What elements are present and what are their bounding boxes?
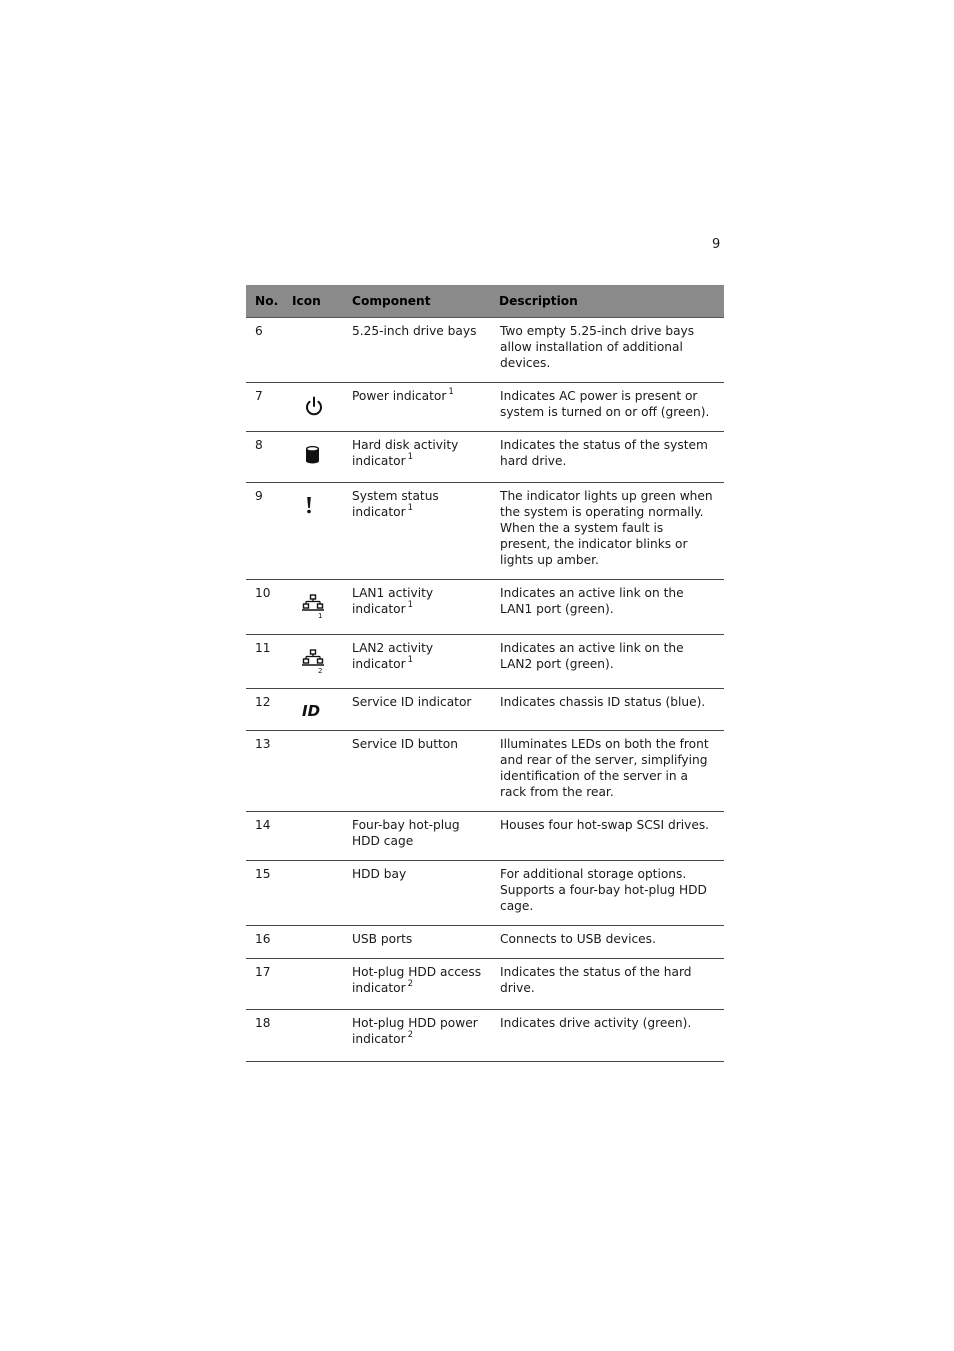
icon-cell (288, 959, 343, 1010)
row-number: 9 (255, 489, 263, 503)
component-name (343, 580, 491, 635)
component-description: Houses four hot-swap SCSI drives. (500, 818, 710, 832)
component-label: Hard disk activity indicator (352, 438, 459, 468)
footnote-marker: 1 (407, 502, 414, 513)
row-number: 15 (255, 867, 271, 881)
table-row (246, 318, 724, 383)
table-row (246, 812, 724, 861)
component-description: Indicates AC power is present or system is turned on or off (green). (500, 389, 710, 419)
component-description: The indicator lights up green when the system is operating normally. When the a system fault is present, the indicator blinks or lights up amber. (500, 489, 713, 567)
component-name: HDD bay (352, 867, 407, 881)
component-label: LAN1 activity indicator (352, 586, 434, 616)
table-row (246, 1010, 724, 1062)
component-name: 5.25-inch drive bays (352, 324, 477, 338)
component-label: Hot-plug HDD access indicator (352, 965, 482, 995)
lan2-icon-number: 2 (318, 667, 323, 675)
component-name (343, 959, 491, 1010)
header-description: Description (491, 285, 724, 318)
component-name (343, 483, 491, 580)
component-name (343, 635, 491, 689)
table-row (246, 635, 724, 689)
icon-cell (288, 580, 343, 635)
component-description: Indicates an active link on the LAN2 port (green). (500, 641, 684, 671)
icon-cell (288, 1010, 343, 1062)
footnote-marker: 2 (407, 978, 414, 989)
component-name: USB ports (352, 932, 413, 946)
component-description: Connects to USB devices. (500, 932, 656, 946)
page-number: 9 (712, 237, 721, 252)
header-icon: Icon (288, 285, 343, 318)
row-number: 14 (255, 818, 271, 832)
table-row (246, 959, 724, 1010)
exclamation-icon (298, 494, 328, 520)
icon-cell (288, 318, 343, 383)
footnote-marker: 1 (407, 654, 414, 665)
icon-cell (288, 812, 343, 861)
component-label: Hot-plug HDD power indicator (352, 1016, 478, 1046)
component-description: Two empty 5.25-inch drive bays allow installation of additional devices. (500, 324, 695, 370)
row-number: 11 (255, 641, 271, 655)
component-label: Power indicator (352, 389, 447, 403)
component-name (343, 432, 491, 483)
component-label: LAN2 activity indicator (352, 641, 434, 671)
table-row (246, 483, 724, 580)
component-name: Service ID indicator (352, 695, 472, 709)
footnote-marker: 1 (448, 386, 454, 397)
row-number: 13 (255, 737, 271, 751)
row-number: 10 (255, 586, 271, 600)
footnote-marker: 1 (407, 451, 414, 462)
icon-cell (288, 689, 343, 731)
lan1-icon (298, 594, 328, 620)
row-number: 18 (255, 1016, 271, 1030)
id-icon-text: ID (302, 702, 321, 720)
table-row (246, 383, 724, 432)
icon-cell (288, 731, 343, 812)
row-number: 8 (255, 438, 263, 452)
icon-cell (288, 926, 343, 959)
row-number: 16 (255, 932, 271, 946)
table-row (246, 580, 724, 635)
component-description: Indicates chassis ID status (blue). (500, 695, 706, 709)
component-description: Indicates an active link on the LAN1 port (green). (500, 586, 684, 616)
icon-cell (288, 383, 343, 432)
row-number: 12 (255, 695, 271, 709)
component-name (343, 383, 491, 432)
row-number: 17 (255, 965, 271, 979)
icon-cell (288, 483, 343, 580)
component-description: Indicates the status of the system hard drive. (500, 438, 708, 468)
component-description: Indicates drive activity (green). (500, 1016, 692, 1030)
icon-cell (288, 432, 343, 483)
table-row (246, 861, 724, 926)
footnote-marker: 2 (407, 1029, 414, 1040)
table-row (246, 731, 724, 812)
icon-cell (288, 635, 343, 689)
header-component: Component (343, 285, 491, 318)
header-no: No. (246, 285, 288, 318)
lan1-icon-number: 1 (318, 612, 323, 620)
component-name (343, 1010, 491, 1062)
component-name: Service ID button (352, 737, 458, 751)
component-description: Indicates the status of the hard drive. (500, 965, 692, 995)
icon-cell (288, 861, 343, 926)
table-row (246, 689, 724, 731)
hard-disk-icon (298, 444, 328, 470)
table-header-row (246, 285, 724, 318)
component-description: Illuminates LEDs on both the front and rear of the server, simplifying identification of the server in a rack from the rear. (500, 737, 709, 799)
component-label: System status indicator (352, 489, 439, 519)
power-icon (298, 395, 328, 421)
id-icon (298, 700, 328, 726)
table-row (246, 432, 724, 483)
table-row (246, 926, 724, 959)
row-number: 7 (255, 389, 263, 403)
footnote-marker: 1 (407, 599, 414, 610)
component-name: Four-bay hot-plug HDD cage (352, 818, 460, 848)
component-description: For additional storage options. Supports a four-bay hot-plug HDD cage. (500, 867, 707, 913)
lan2-icon (298, 649, 328, 675)
component-table (246, 285, 724, 1062)
row-number: 6 (255, 324, 263, 338)
